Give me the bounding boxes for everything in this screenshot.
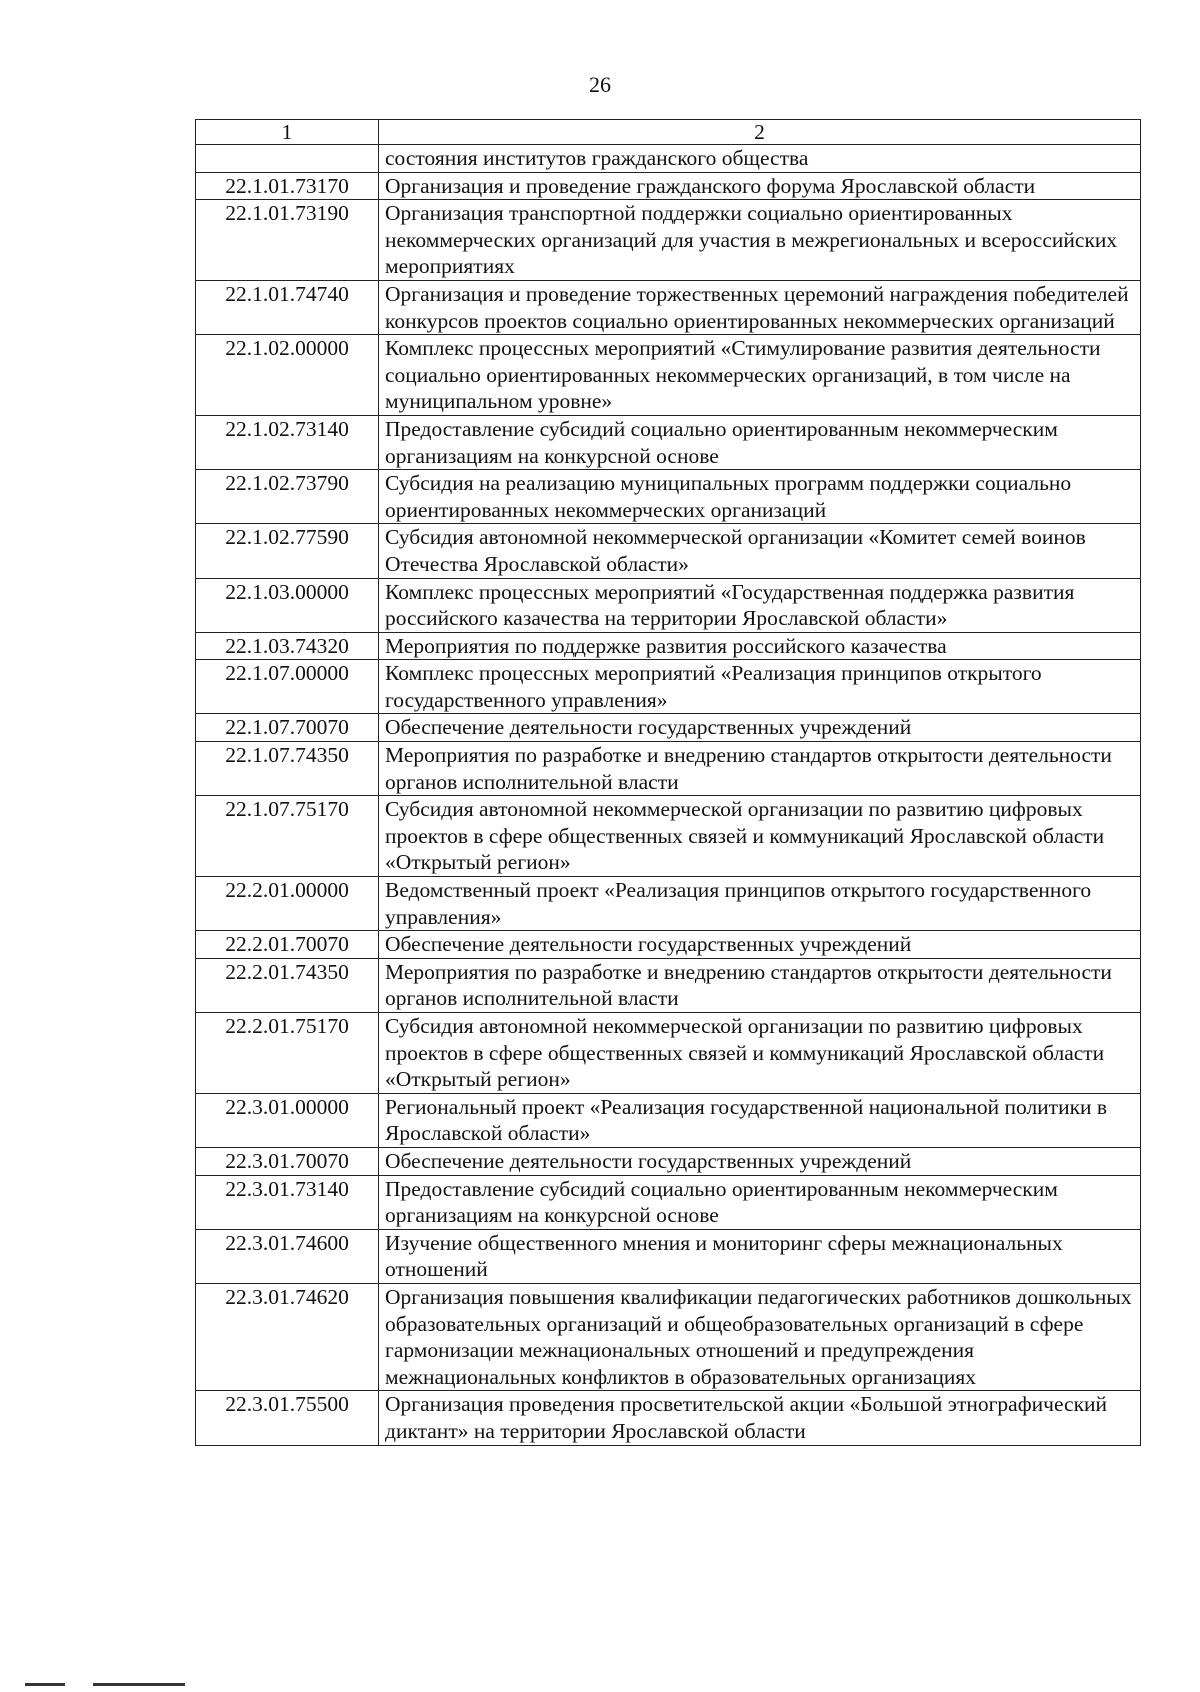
row-code: 22.1.02.73140	[196, 415, 379, 469]
row-description: Предоставление субсидий социально ориентированным некоммерческим организациям на конкурсной основе	[379, 1175, 1141, 1229]
table-row	[196, 742, 1141, 796]
row-description: состояния институтов гражданского общества	[379, 145, 1141, 173]
table-row	[196, 470, 1141, 524]
row-description: Изучение общественного мнения и мониторинг сферы межнациональных отношений	[379, 1229, 1141, 1283]
table-row	[196, 1229, 1141, 1283]
table-row	[196, 958, 1141, 1012]
row-description: Региональный проект «Реализация государственной национальной политики в Ярославской области»	[379, 1093, 1141, 1147]
table-row	[196, 796, 1141, 877]
table-body	[196, 120, 1141, 1446]
row-code: 22.1.01.73170	[196, 172, 379, 200]
table-row	[196, 578, 1141, 632]
table-row	[196, 1013, 1141, 1094]
table-row	[196, 1283, 1141, 1390]
table-row	[196, 714, 1141, 742]
row-code: 22.1.02.77590	[196, 524, 379, 578]
table-row	[196, 1093, 1141, 1147]
table-row	[196, 877, 1141, 931]
row-description: Комплекс процессных мероприятий «Реализация принципов открытого государственного управления»	[379, 660, 1141, 714]
row-code: 22.3.01.75500	[196, 1391, 379, 1445]
row-code: 22.3.01.74600	[196, 1229, 379, 1283]
row-description: Обеспечение деятельности государственных учреждений	[379, 1147, 1141, 1175]
row-description: Комплекс процессных мероприятий «Государственная поддержка развития российского казачества на территории Ярославской области»	[379, 578, 1141, 632]
row-description: Организация повышения квалификации педагогических работников дошкольных образовательных организаций и общеобразовательных организаций в сфере гармонизации межнациональных отношений и предупреждения межнациональных конфликтов в образовательных организациях	[379, 1283, 1141, 1390]
row-code: 22.1.02.00000	[196, 335, 379, 416]
row-code: 22.1.07.74350	[196, 742, 379, 796]
row-code: 22.2.01.70070	[196, 931, 379, 959]
row-description: Субсидия на реализацию муниципальных программ поддержки социально ориентированных некоммерческих организаций	[379, 470, 1141, 524]
table-row	[196, 200, 1141, 281]
row-code: 22.2.01.74350	[196, 958, 379, 1012]
row-description: Субсидия автономной некоммерческой организации по развитию цифровых проектов в сфере общественных связей и коммуникаций Ярославской области «Открытый регион»	[379, 796, 1141, 877]
page-number: 26	[589, 72, 611, 97]
table-header-row	[196, 120, 1141, 145]
row-description: Субсидия автономной некоммерческой организации по развитию цифровых проектов в сфере общественных связей и коммуникаций Ярославской области «Открытый регион»	[379, 1013, 1141, 1094]
header-col-1: 1	[196, 120, 379, 145]
row-code: 22.2.01.75170	[196, 1013, 379, 1094]
row-code: 22.1.03.00000	[196, 578, 379, 632]
table-row	[196, 524, 1141, 578]
row-description: Мероприятия по разработке и внедрению стандартов открытости деятельности органов исполнительной власти	[379, 742, 1141, 796]
budget-code-table	[195, 119, 1141, 1446]
row-description: Мероприятия по разработке и внедрению стандартов открытости деятельности органов исполнительной власти	[379, 958, 1141, 1012]
table-row	[196, 335, 1141, 416]
row-description: Обеспечение деятельности государственных учреждений	[379, 714, 1141, 742]
row-description: Организация проведения просветительской акции «Большой этнографический диктант» на территории Ярославской области	[379, 1391, 1141, 1445]
footer-mark	[93, 1683, 185, 1686]
table-row	[196, 1147, 1141, 1175]
table-row	[196, 145, 1141, 173]
row-description: Комплекс процессных мероприятий «Стимулирование развития деятельности социально ориентированных некоммерческих организаций, в том числе на муниципальном уровне»	[379, 335, 1141, 416]
row-description: Предоставление субсидий социально ориентированным некоммерческим организациям на конкурсной основе	[379, 415, 1141, 469]
row-code: 22.1.07.75170	[196, 796, 379, 877]
table-row	[196, 415, 1141, 469]
row-code: 22.1.02.73790	[196, 470, 379, 524]
row-code: 22.1.01.74740	[196, 280, 379, 334]
table-row	[196, 280, 1141, 334]
table-row	[196, 172, 1141, 200]
row-code	[196, 145, 379, 173]
header-col-2: 2	[379, 120, 1141, 145]
row-code: 22.1.01.73190	[196, 200, 379, 281]
row-description: Мероприятия по поддержке развития российского казачества	[379, 632, 1141, 660]
row-description: Ведомственный проект «Реализация принципов открытого государственного управления»	[379, 877, 1141, 931]
row-code: 22.3.01.73140	[196, 1175, 379, 1229]
footer-mark	[25, 1683, 65, 1686]
table-row	[196, 931, 1141, 959]
row-description: Субсидия автономной некоммерческой организации «Комитет семей воинов Отечества Ярославской области»	[379, 524, 1141, 578]
row-code: 22.1.07.00000	[196, 660, 379, 714]
row-description: Организация транспортной поддержки социально ориентированных некоммерческих организаций для участия в межрегиональных и всероссийских мероприятиях	[379, 200, 1141, 281]
table-row	[196, 1391, 1141, 1445]
row-code: 22.2.01.00000	[196, 877, 379, 931]
table-row	[196, 660, 1141, 714]
row-code: 22.3.01.74620	[196, 1283, 379, 1390]
row-code: 22.3.01.70070	[196, 1147, 379, 1175]
row-description: Обеспечение деятельности государственных учреждений	[379, 931, 1141, 959]
table-row	[196, 632, 1141, 660]
row-code: 22.3.01.00000	[196, 1093, 379, 1147]
row-description: Организация и проведение гражданского форума Ярославской области	[379, 172, 1141, 200]
table-row	[196, 1175, 1141, 1229]
row-code: 22.1.07.70070	[196, 714, 379, 742]
row-code: 22.1.03.74320	[196, 632, 379, 660]
row-description: Организация и проведение торжественных церемоний награждения победителей конкурсов проектов социально ориентированных некоммерческих организаций	[379, 280, 1141, 334]
